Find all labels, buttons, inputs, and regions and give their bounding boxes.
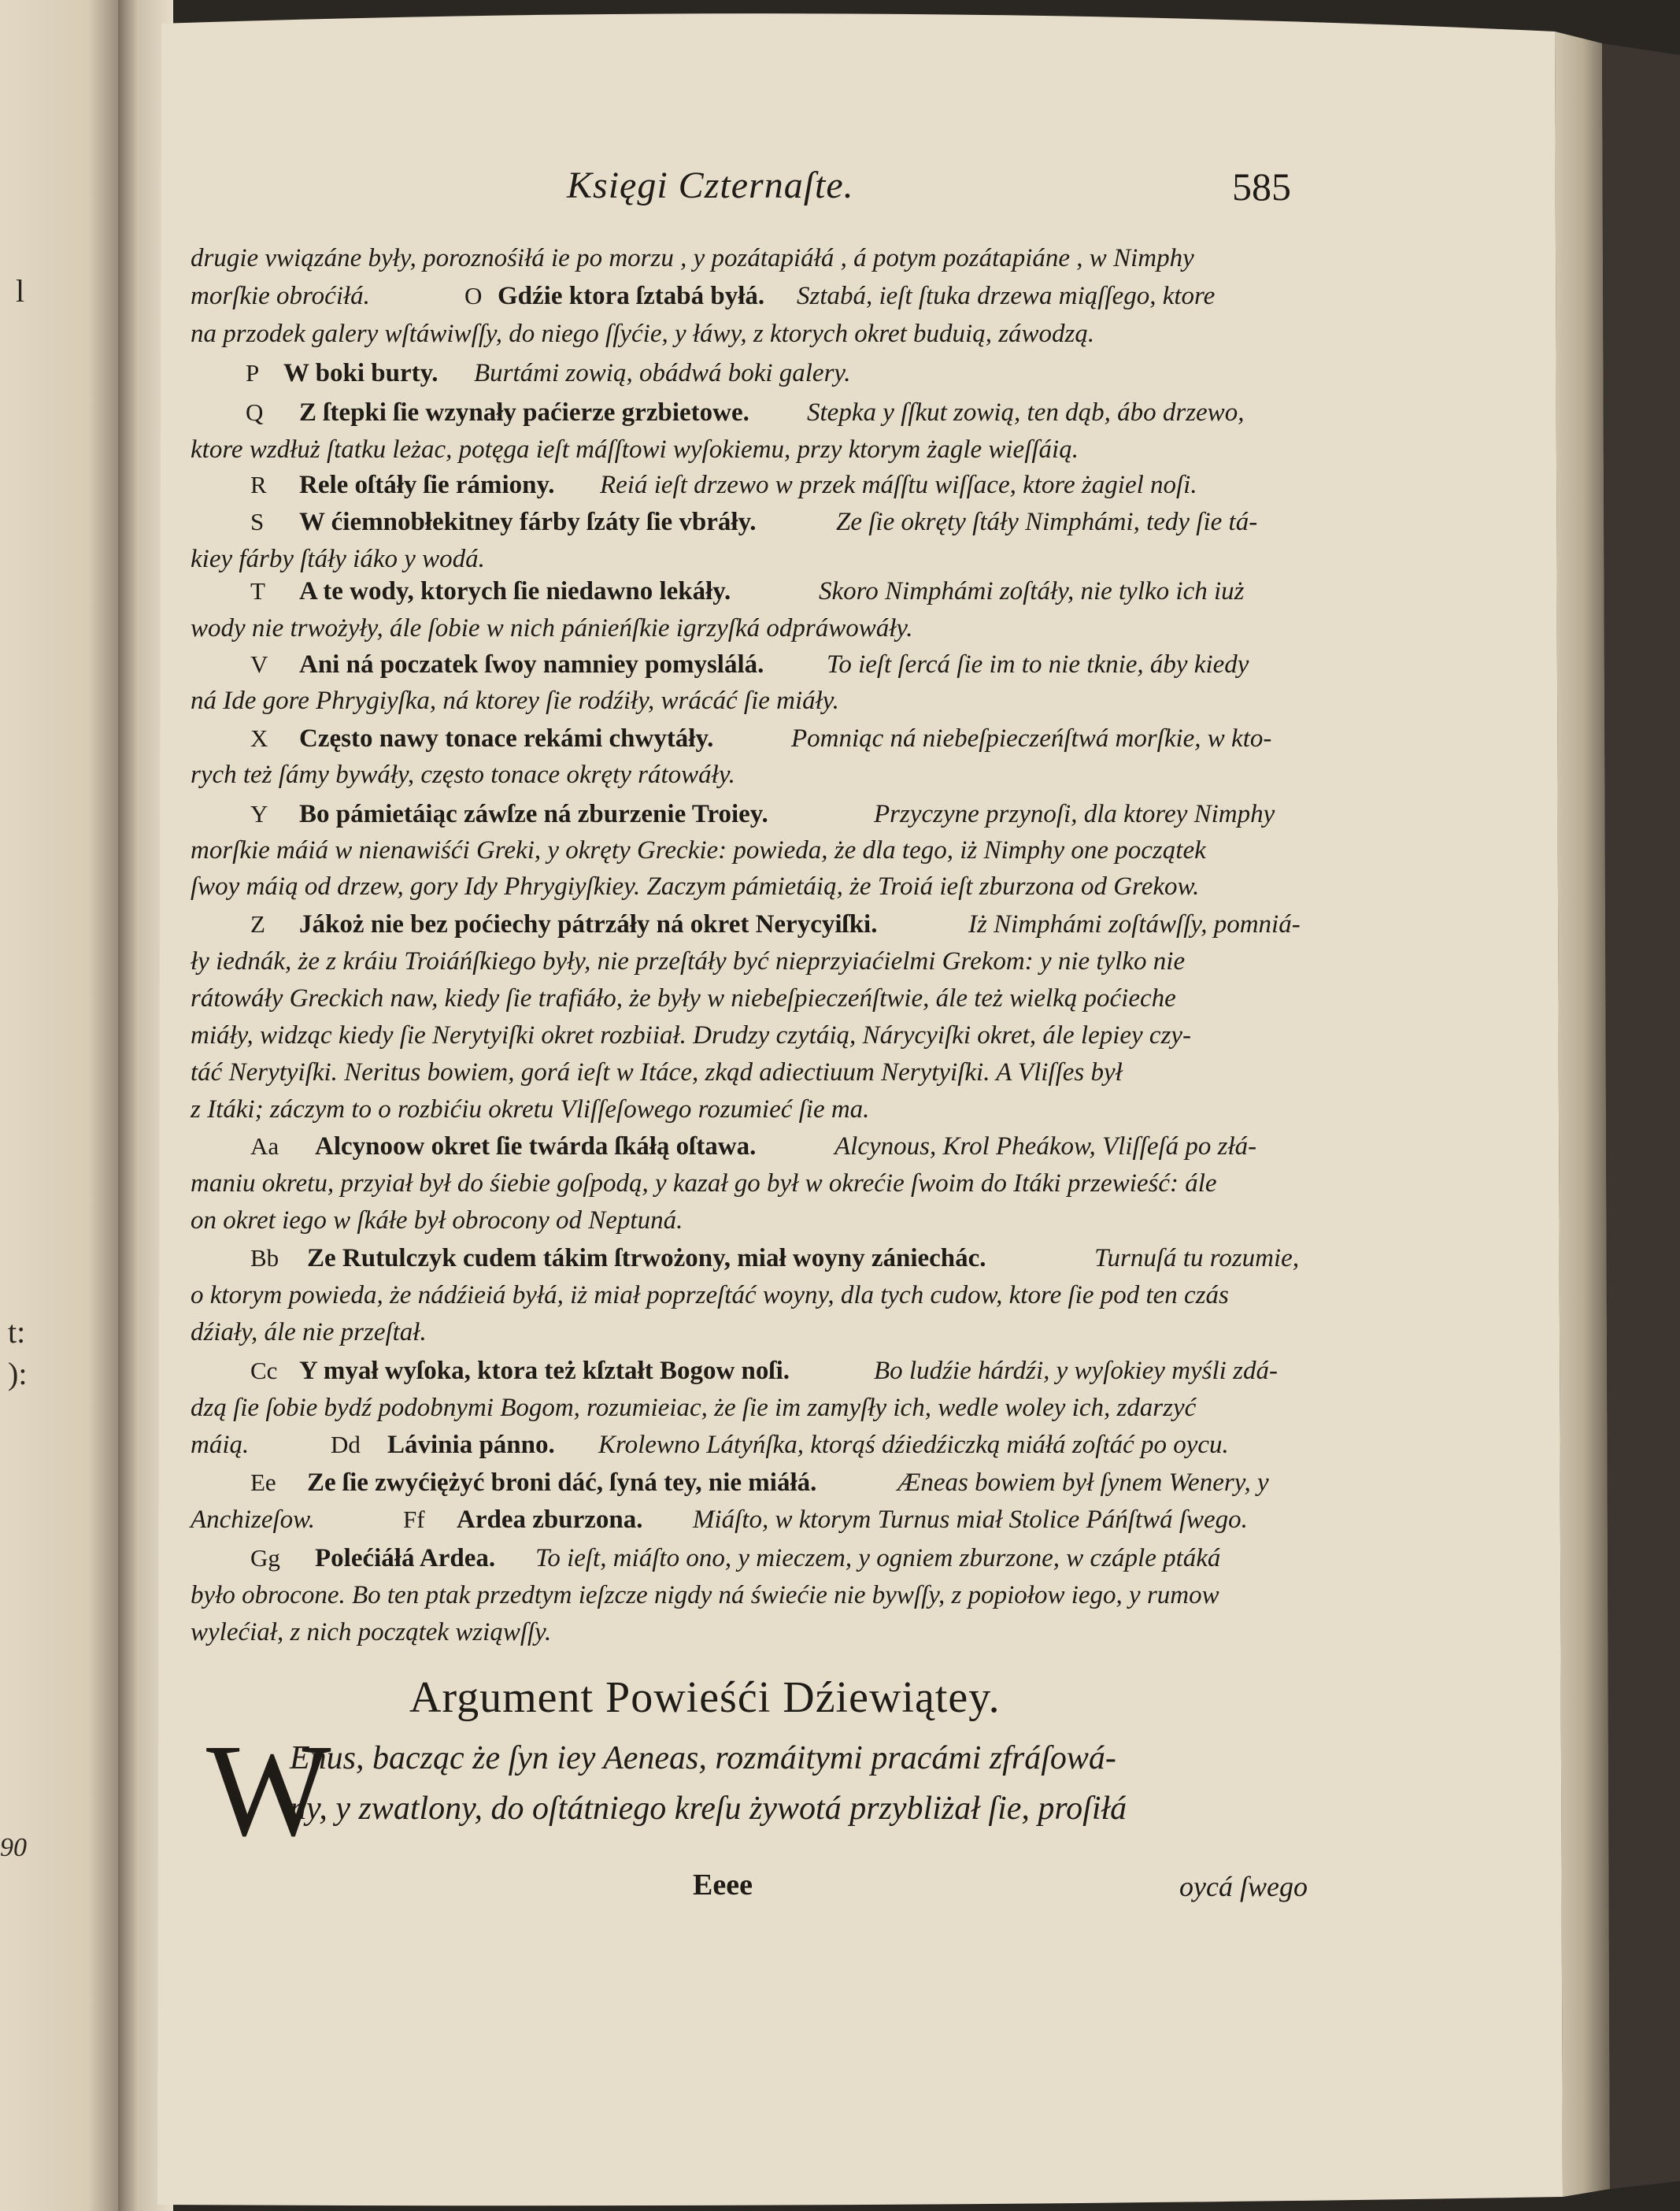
note-lemma: Bo pámietáiąc záwſze ná zburzenie Troiey. [299, 800, 768, 828]
note-gloss: Pomniąc ná niebeſpieczeńſtwá morſkie, w kto- [791, 724, 1272, 753]
argument-line-1: Enus, bacząc że ſyn iey Aeneas, rozmáitymi pracámi zfráſowá- [290, 1740, 1116, 1776]
note-line: ły iednák, że z kráiu Troiáńſkiego były, nie przeſtáły być nieprzyiaćielmi Grekom: y nie tylko nie [191, 947, 1186, 976]
note-lemma: Y myał wyſoka, ktora też kſztałt Bogow noſi. [299, 1357, 790, 1385]
note-gloss: Sztabá, ieſt ſtuka drzewa miąſſego, ktore [797, 282, 1216, 310]
note-gloss: Krolewno Látyńſka, ktorąś dźiedźiczką miáłá zoſtáć po oycu. [598, 1431, 1229, 1459]
note-gloss: Ze ſie okręty ſtáły Nimphámi, tedy ſie tá- [836, 508, 1258, 536]
note-line: rátowáły Greckich naw, kiedy ſie trafiáło, że były w niebeſpieczeńſtwie, ále też wielką poćieche [191, 984, 1176, 1013]
catchword: oycá ſwego [1179, 1871, 1308, 1902]
note-gloss: Przyczyne przynoſi, dla ktorey Nimphy [874, 800, 1275, 828]
left-page-fragment: ): [8, 1356, 28, 1391]
note-line: rych też ſámy bywáły, często tonace okręty rátowáły. [191, 761, 735, 789]
note-label: Ee [250, 1468, 276, 1496]
note-lemma: Ardea zburzona. [457, 1505, 643, 1534]
note-lemma: Z ſtepki ſie wzynały paćierze grzbietowe. [299, 398, 749, 427]
note-gloss: Miáſto, w ktorym Turnus miał Stolice Páńſtwá ſwego. [693, 1505, 1248, 1534]
note-label: Bb [250, 1244, 279, 1272]
note-lemma: A te wody, ktorych ſie niedawno lekáły. [299, 577, 731, 606]
note-gloss: Turnuſá tu rozumie, [1094, 1244, 1300, 1272]
note-label: Ff [403, 1505, 425, 1533]
note-line: morſkie máiá w nienawiśći Greki, y okręty Greckie: powieda, że dla tego, iż Nimphy one początek [191, 836, 1206, 865]
page-number: 585 [1232, 165, 1291, 209]
note-label: S [250, 508, 265, 535]
note-line: ſwoy máią od drzew, gory Idy Phrygiyſkiey. Zaczym pámietáią, że Troiá ieſt zburzona od Grekow. [191, 872, 1200, 901]
note-line: morſkie obroćiłá. [191, 282, 370, 310]
note-lemma: Rele oſtáły ſie rámiony. [299, 471, 555, 499]
note-lemma: Gdźie ktora ſztabá byłá. [498, 282, 765, 310]
note-gloss: Burtámi zowią, obádwá boki galery. [474, 359, 851, 387]
note-line: dzą ſie ſobie bydź podobnymi Bogom, rozumieiac, że ſie im zamyſły ich, wedle woley ich, zdarzyć [191, 1394, 1197, 1422]
note-label: Dd [331, 1431, 361, 1458]
note-line: dźiały, ále nie przeſtał. [191, 1318, 427, 1346]
note-label: O [464, 282, 483, 309]
note-gloss: Alcynous, Krol Pheákow, Vliſſeſá po złá- [834, 1132, 1257, 1161]
note-line: wody nie trwożyły, ále ſobie w nich pánieńſkie igrzyſká odpráwowáły. [191, 614, 913, 643]
note-line: kiey fárby ſtáły iáko y wodá. [191, 545, 485, 573]
note-lemma: Lávinia pánno. [387, 1431, 555, 1459]
note-label: Y [250, 800, 268, 828]
note-label: Gg [250, 1544, 280, 1572]
note-label: P [246, 359, 260, 387]
section-heading: Argument Powieśći Dźiewiątey. [409, 1673, 1001, 1722]
note-gloss: Stepka y ſſkut zowią, ten dąb, ábo drzewo, [807, 398, 1245, 427]
note-lemma: Alcynoow okret ſie twárda ſkáłą oſtawa. [315, 1132, 757, 1161]
note-lemma: Często nawy tonace rekámi chwytáły. [299, 724, 714, 753]
note-gloss: Reiá ieſt drzewo w przek máſſtu wiſſace, ktore żagiel noſi. [600, 471, 1197, 499]
left-page-fragment: l [16, 273, 25, 309]
note-gloss: To ieſt ſercá ſie im to nie tknie, áby kiedy [827, 650, 1249, 679]
note-label: Z [250, 910, 265, 938]
note-lemma: Jákoż nie bez poćiechy pátrzáły ná okret Nerycyiſki. [299, 910, 878, 939]
note-lemma: Ze ſie zwyćiężyć broni dáć, ſyná tey, nie miáłá. [307, 1468, 817, 1497]
note-label: Aa [250, 1132, 279, 1160]
signature-mark: Eeee [693, 1868, 753, 1902]
note-line: máią. [191, 1431, 250, 1459]
note-line: drugie vwiązáne były, poroznośiłá ie po morzu , y pozátapiáłá , á potym pozátapiáne , w Nimphy [191, 244, 1194, 272]
left-page-fragment: t: [8, 1314, 26, 1350]
note-label: R [250, 471, 267, 498]
note-lemma: W boki burty. [283, 359, 439, 387]
note-line: ktore wzdłuż ſtatku leżac, potęga ieſt máſſtowi wyſokiemu, przy ktorym żagle wieſſáią. [191, 435, 1079, 464]
note-label: X [250, 724, 268, 752]
note-line: Anchizeſow. [191, 1505, 315, 1534]
note-lemma: Polećiáłá Ardea. [315, 1544, 496, 1572]
left-page-fragment: 90 [0, 1833, 27, 1862]
drop-cap: W [206, 1717, 331, 1864]
running-title: Księgi Czternaſte. [567, 165, 854, 206]
note-gloss: Iż Nimphámi zoſtáwſſy, pomniá- [968, 910, 1301, 939]
note-gloss: Bo ludźie hárdźi, y wyſokiey myśli zdá- [874, 1357, 1278, 1385]
note-line: on okret iego w ſkáłe był obrocony od Neptuná. [191, 1206, 683, 1235]
note-line: maniu okretu, przyiał był do śiebie goſpodą, y kazał go był w okrećie ſwoim do Itáki przewieść: ále [191, 1169, 1217, 1198]
note-line: táć Nerytyiſki. Neritus bowiem, gorá ieſt w Itáce, zkąd adiectiuum Nerytyiſki. A Vliſſes był [191, 1058, 1123, 1087]
note-gloss: To ieſt, miáſto ono, y mieczem, y ogniem zburzone, w czáple ptáká [535, 1544, 1221, 1572]
note-lemma: Ze Rutulczyk cudem tákim ſtrwożony, miał woyny zániechác. [307, 1244, 986, 1272]
argument-line-2: ny, y zwatlony, do oſtátniego kreſu żywotá przybliżał ſie, proſiłá [290, 1791, 1127, 1827]
note-gloss: Æneas bowiem był ſynem Wenery, y [897, 1468, 1269, 1497]
note-line: z Itáki; záczym to o rozbićiu okretu Vliſſeſowego rozumieć ſie ma. [191, 1095, 870, 1124]
note-line: było obrocone. Bo ten ptak przedtym ieſzcze nigdy ná świećie nie bywſſy, z popiołow iego, y rumow [191, 1581, 1219, 1609]
note-label: T [250, 577, 265, 605]
note-lemma: Ani ná poczatek ſwoy namniey pomyslálá. [299, 650, 764, 679]
note-label: V [250, 650, 268, 678]
note-line: ná Ide gore Phrygiyſka, ná ktorey ſie rodźiły, wrácáć ſie miáły. [191, 687, 839, 715]
note-label: Q [246, 398, 264, 426]
note-line: wylećiał, z nich początek wziąwſſy. [191, 1618, 552, 1646]
note-line: miáły, widząc kiedy ſie Nerytyiſki okret rozbiiał. Drudzy czytáią, Nárycyiſki okret, ále lepiey czy- [191, 1021, 1192, 1050]
note-lemma: W ćiemnobłekitney fárby ſzáty ſie vbráły. [299, 508, 757, 536]
note-label: Cc [250, 1357, 278, 1384]
note-line: o ktorym powieda, że nádźieiá byłá, iż miał poprzeſtáć woyny, dla tych cudow, ktore ſie pod ten czás [191, 1281, 1229, 1309]
note-gloss: Skoro Nimphámi zoſtáły, nie tylko ich iuż [819, 577, 1245, 606]
note-line: na przodek galery wſtáwiwſſy, do niego ſſyćie, y łáwy, z ktorych okret buduią, záwodzą. [191, 320, 1095, 348]
